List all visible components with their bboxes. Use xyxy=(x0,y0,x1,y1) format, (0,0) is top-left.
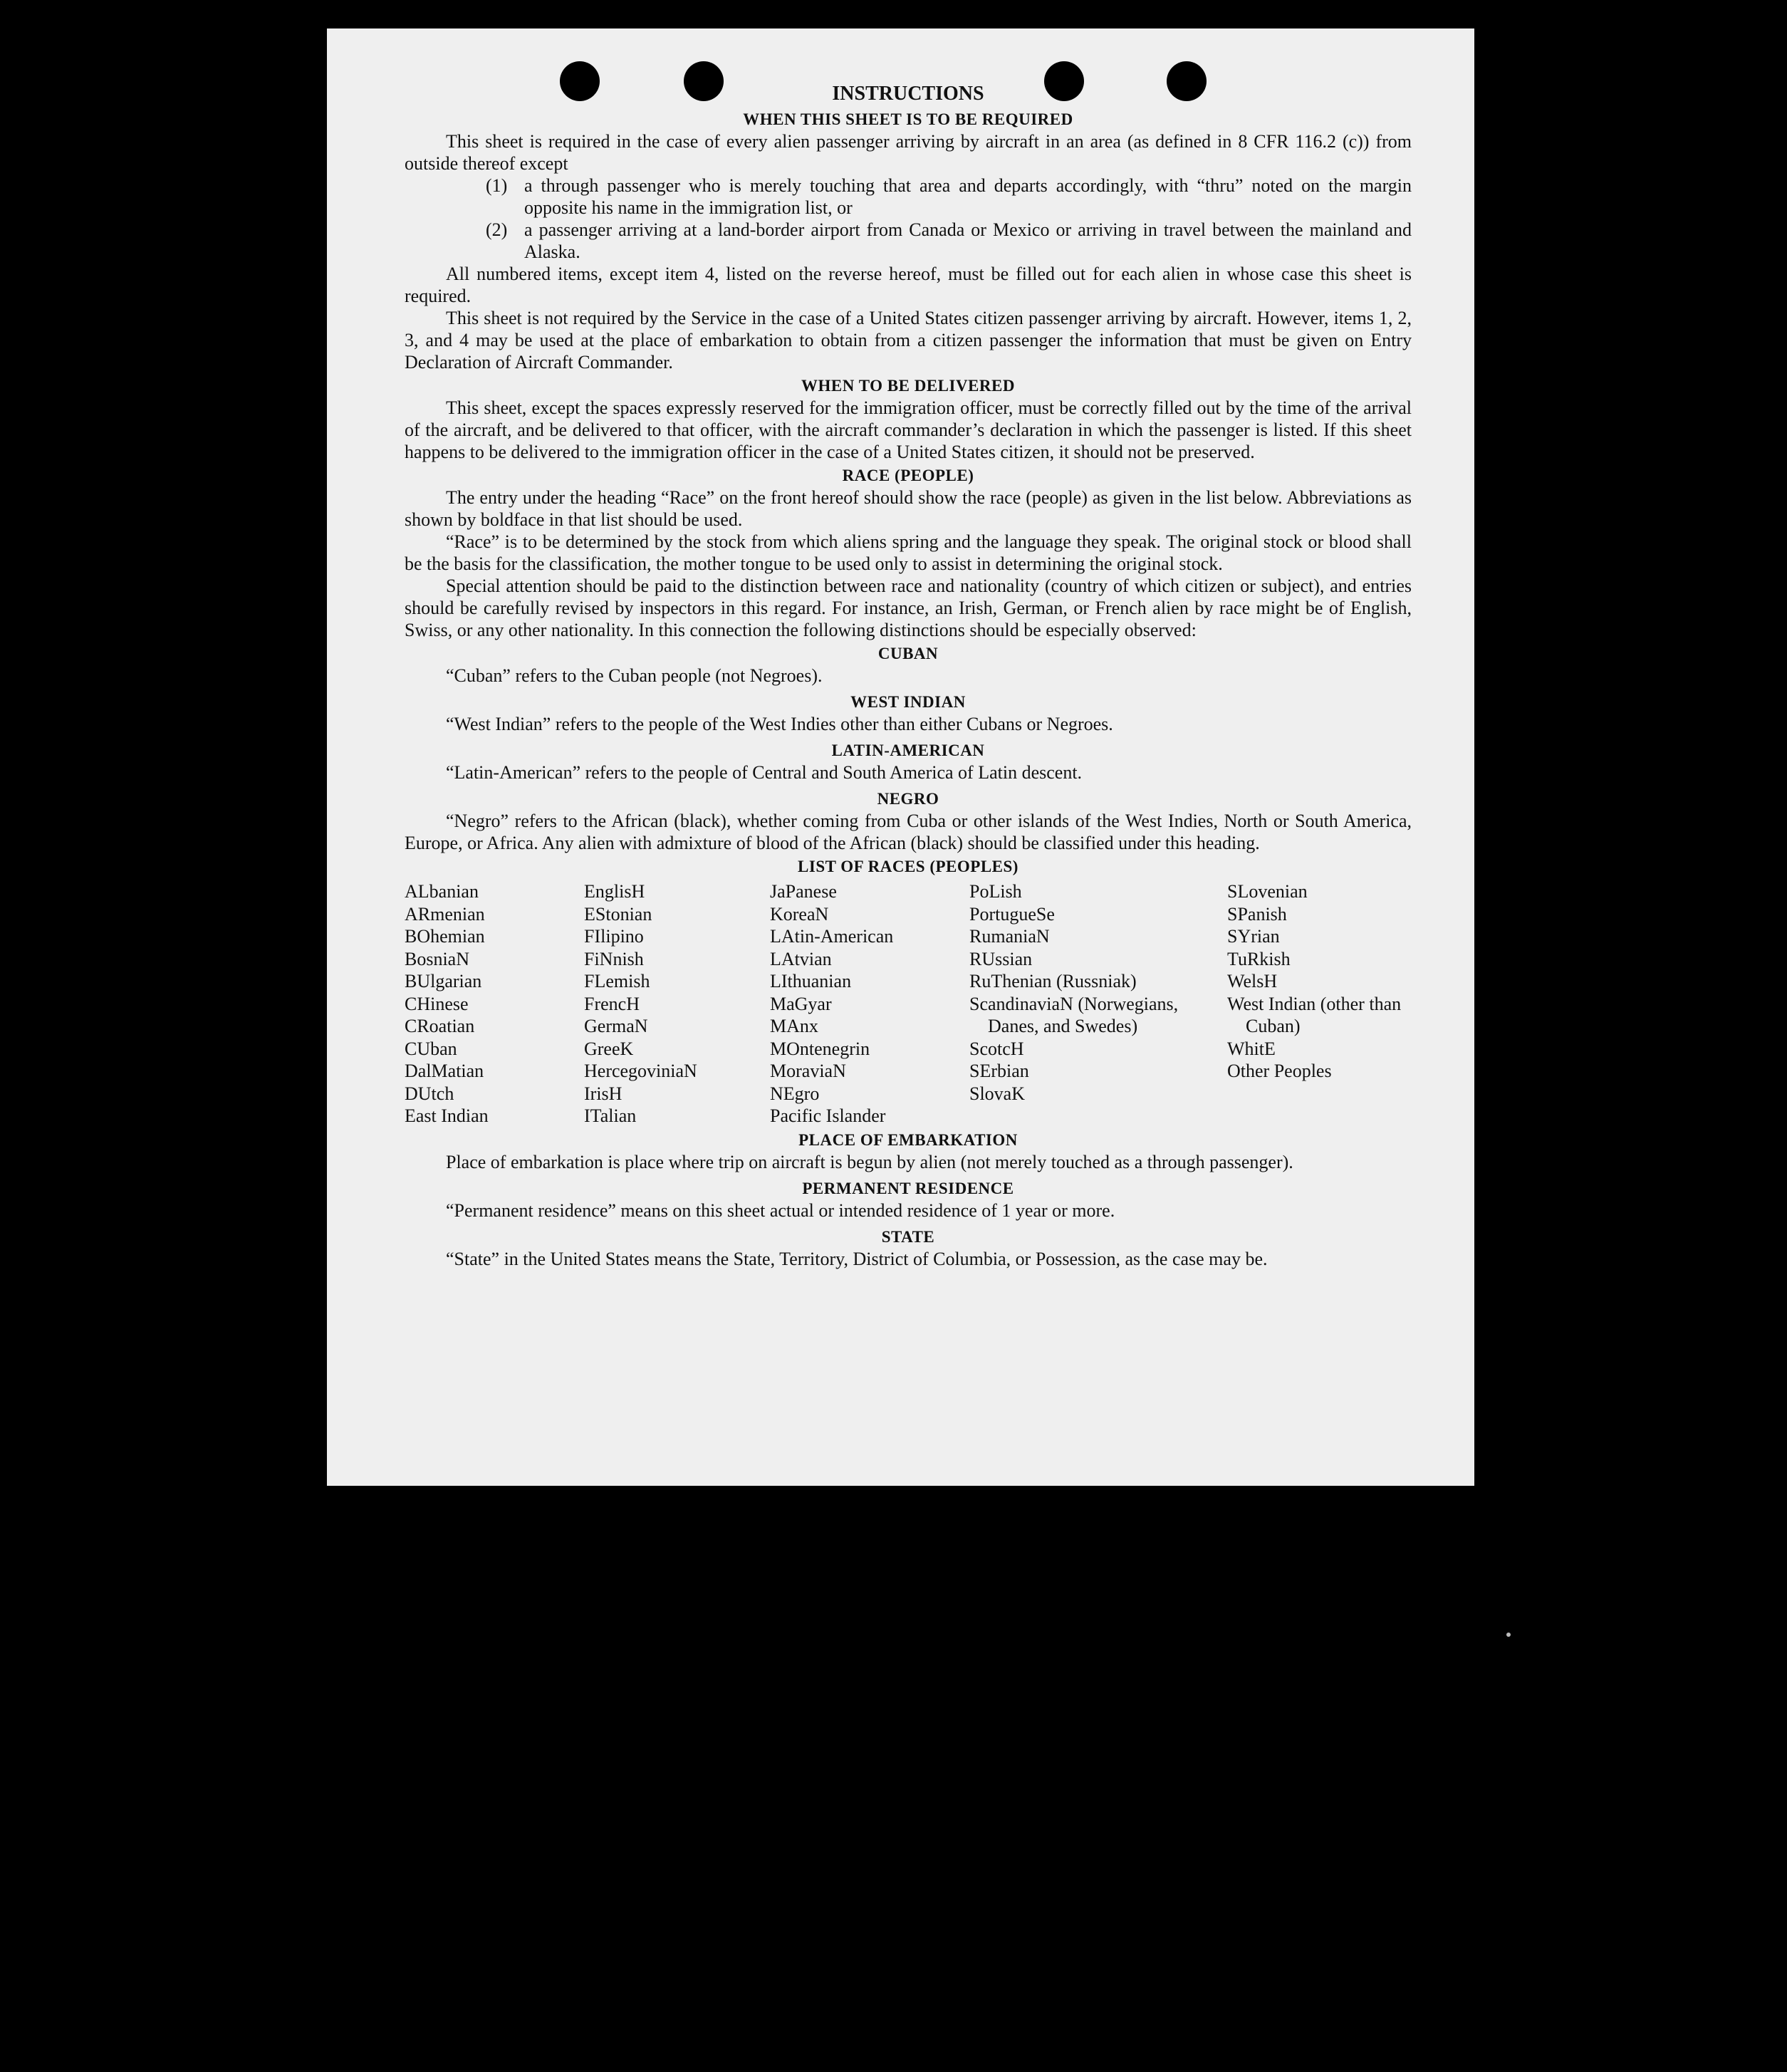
page-title: INSTRUCTIONS xyxy=(832,83,984,105)
section-heading-races-list: LIST OF RACES (PEOPLES) xyxy=(798,858,1018,875)
race-entry: LIthuanian xyxy=(770,971,852,991)
item-number: (1) xyxy=(486,175,508,196)
race-entry: SPanish xyxy=(1227,903,1287,925)
race-entry: FiNnish xyxy=(584,948,644,969)
race-entry: BosniaN xyxy=(405,948,469,969)
section-heading-when-delivered: WHEN TO BE DELIVERED xyxy=(801,377,1015,395)
race-entry: GreeK xyxy=(584,1038,634,1059)
race-entry: ScandinaviaN (Norwegians, Danes, and Swedes) xyxy=(969,993,1179,1036)
paragraph: The entry under the heading “Race” on the front hereof should show the race (people) as given in the list below. Abbreviations as shown by boldface in that list should be used. xyxy=(405,487,1412,530)
dust-speck xyxy=(1506,1633,1511,1637)
race-entry: FLemish xyxy=(584,971,650,991)
race-entry: BUlgarian xyxy=(405,971,482,991)
paragraph: “Negro” refers to the African (black), whether coming from Cuba or other islands of the West Indies, North or South America, Europe, or Africa. Any alien with admixture of blood of the African (black) should be classified under this heading. xyxy=(405,811,1412,853)
race-entry: LAtvian xyxy=(770,948,832,969)
race-entry: RuThenian (Russniak) xyxy=(969,971,1137,991)
paragraph: “State” in the United States means the State, Territory, District of Columbia, or Possession, as the case may be. xyxy=(446,1248,1268,1269)
instructions-body xyxy=(405,81,1412,1270)
race-entry: FIlipino xyxy=(584,926,644,947)
section-heading-negro: NEGRO xyxy=(877,790,939,808)
section-heading-when-required: WHEN THIS SHEET IS TO BE REQUIRED xyxy=(743,110,1073,128)
race-entry: RUssian xyxy=(969,948,1033,969)
races-column xyxy=(584,880,770,1128)
race-entry: SLovenian xyxy=(1227,881,1308,902)
race-entry: DalMatian xyxy=(405,1061,484,1081)
race-entry: PortugueSe xyxy=(969,903,1055,925)
list-item xyxy=(405,175,1412,219)
race-entry: GermaN xyxy=(584,1016,648,1036)
paragraph: This sheet, except the spaces expressly reserved for the immigration officer, must be correctly filled out by the time of the arrival of the aircraft, and be delivered to that officer, with the aircraft commander’s declaration in which the passenger is listed. If this sheet happens to be delivered to the immigration officer in the case of a United States citizen, it should not be preserved. xyxy=(405,397,1412,462)
paragraph: Place of embarkation is place where trip on aircraft is begun by alien (not merely touched as a through passenger). xyxy=(446,1151,1293,1172)
section-heading-embarkation: PLACE OF EMBARKATION xyxy=(798,1130,1018,1149)
race-entry: ITalian xyxy=(584,1105,637,1126)
race-entry: MoraviaN xyxy=(770,1061,846,1081)
race-entry: DUtch xyxy=(405,1083,454,1104)
paragraph: Special attention should be paid to the distinction between race and nationality (country of which citizen or subject), and entries should be carefully revised by inspectors in this regard. For instance, an Irish, German, or French alien by race might be of English, Swiss, or any other nationality. In this connection the following distinctions should be especially observed: xyxy=(405,576,1412,640)
section-heading-residence: PERMANENT RESIDENCE xyxy=(802,1179,1014,1197)
item-text: a passenger arriving at a land-border airport from Canada or Mexico or arriving in travel between the mainland and Alaska. xyxy=(524,219,1412,262)
paragraph: “Permanent residence” means on this sheet actual or intended residence of 1 year or more. xyxy=(446,1199,1115,1221)
race-entry: MAnx xyxy=(770,1016,818,1036)
races-column xyxy=(1227,880,1412,1128)
race-entry: SYrian xyxy=(1227,926,1280,947)
paragraph: All numbered items, except item 4, listed on the reverse hereof, must be filled out for each alien in whose case this sheet is required. xyxy=(405,264,1412,306)
item-text: a through passenger who is merely touching that area and departs accordingly, with “thru” noted on the margin opposite his name in the immigration list, or xyxy=(524,175,1412,218)
race-entry: NEgro xyxy=(770,1083,820,1104)
race-entry: WhitE xyxy=(1227,1038,1276,1059)
paragraph: This sheet is not required by the Service in the case of a United States citizen passenger arriving by aircraft. However, items 1, 2, 3, and 4 may be used at the place of embarkation to obtain from a citizen passenger the information that must be given on Entry Declaration of Aircraft Commander. xyxy=(405,308,1412,373)
item-number: (2) xyxy=(486,219,508,240)
paragraph: “West Indian” refers to the people of the West Indies other than either Cubans or Negroes. xyxy=(446,714,1113,734)
race-entry: JaPanese xyxy=(770,881,837,902)
races-list xyxy=(405,880,1412,1128)
race-entry: Pacific Islander xyxy=(770,1105,886,1126)
race-entry: BOhemian xyxy=(405,926,485,947)
paragraph: “Race” is to be determined by the stock from which aliens spring and the language they speak. The original stock or blood shall be the basis for the classification, the mother tongue to be used only to assist in determining the original stock. xyxy=(405,531,1412,574)
race-entry: CRoatian xyxy=(405,1016,475,1036)
paragraph: “Latin-American” refers to the people of Central and South America of Latin descent. xyxy=(446,762,1083,783)
race-entry: ALbanian xyxy=(405,881,479,902)
race-entry: Other Peoples xyxy=(1227,1061,1332,1081)
race-entry: ScotcH xyxy=(969,1038,1024,1059)
race-entry: WelsH xyxy=(1227,971,1278,991)
race-entry: FrencH xyxy=(584,993,640,1014)
race-entry: RumaniaN xyxy=(969,926,1050,947)
race-entry: MaGyar xyxy=(770,993,832,1014)
section-heading-cuban: CUBAN xyxy=(877,645,939,662)
section-heading-west-indian: WEST INDIAN xyxy=(850,693,966,711)
race-entry: EnglisH xyxy=(584,881,645,902)
paragraph: This sheet is required in the case of every alien passenger arriving by aircraft in an area (as defined in 8 CFR 116.2 (c)) from outside thereof except xyxy=(405,131,1412,174)
race-entry: HercegoviniaN xyxy=(584,1061,697,1081)
race-entry: IrisH xyxy=(584,1083,622,1104)
race-entry: LAtin-American xyxy=(770,926,894,947)
race-entry: West Indian (other than Cuban) xyxy=(1227,993,1402,1036)
paragraph: “Cuban” refers to the Cuban people (not Negroes). xyxy=(446,665,823,686)
race-entry: TuRkish xyxy=(1227,948,1291,969)
list-item xyxy=(405,219,1412,263)
race-entry: MOntenegrin xyxy=(770,1038,870,1059)
races-column xyxy=(969,880,1227,1128)
race-entry: SlovaK xyxy=(969,1083,1025,1104)
race-entry: East Indian xyxy=(405,1105,489,1126)
section-heading-latin-american: LATIN-AMERICAN xyxy=(831,741,985,759)
race-entry: CUban xyxy=(405,1038,457,1059)
races-column xyxy=(770,880,969,1128)
race-entry: KoreaN xyxy=(770,903,829,925)
race-entry: CHinese xyxy=(405,993,469,1014)
races-column xyxy=(405,880,584,1128)
race-entry: PoLish xyxy=(969,881,1022,902)
race-entry: SErbian xyxy=(969,1061,1029,1081)
section-heading-state: STATE xyxy=(881,1227,935,1246)
section-heading-race: RACE (PEOPLE) xyxy=(842,467,974,484)
document-sheet xyxy=(327,28,1474,1486)
race-entry: EStonian xyxy=(584,903,652,925)
race-entry: ARmenian xyxy=(405,903,485,925)
